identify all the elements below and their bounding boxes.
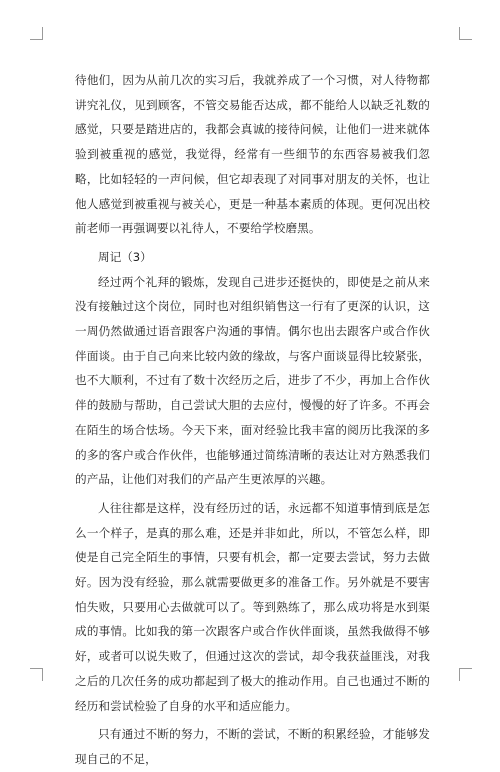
crop-mark-bottom-right xyxy=(459,668,472,681)
paragraph: 经过两个礼拜的锻炼，发现自己进步还挺快的，即使是之前从来没有接触过这个岗位，同时也对组织销售这一行有了更深的认识，这一周仍然做通过语音跟客户沟通的事情。偶尔也出去跟客户或合作伙伴面谈。由于自己向来比较内敛的缘故，与客户面谈显得比较紧张，也不大顺利，不过有了数十次经历之后，进步了不少，再加上合作伙伴的鼓励与帮助，自己尝试大胆的去应付，慢慢的好了许多。不再会在陌生的场合怯场。今天下来，面对经验比我丰富的阅历比我深的多的多的客户或合作伙伴，也能够通过简练清晰的表达让对方熟悉我们的产品，让他们对我们的产品产生更浓厚的兴趣。 xyxy=(75,274,430,487)
section-heading: 周记（3） xyxy=(98,249,152,264)
paragraph-continued: 待他们，因为从前几次的实习后，我就养成了一个习惯，对人待物都讲究礼仪，见到顾客，不管交易能否达成，都不能给人以缺乏礼数的感觉，只要是踏进店的，我都会真诚的接待问候，让他们一进来就体验到被重视的感觉，我觉得，经常有一些细节的东西容易被我们忽略，比如轻轻的一声问候，但它却表现了对同事对朋友的关怀，也让他人感觉到被重视与被关心，更是一种基本素质的体现。更何况出校前老师一再强调要以礼待人，不要给学校磨黑。 xyxy=(75,73,430,236)
paragraph: 人往往都是这样，没有经历过的话，永远都不知道事情到底是怎么一个样子，是真的那么难，还是并非如此，所以，不管怎么样，即使是自己完全陌生的事情，只要有机会，都一定要去尝试，努力去做好。因为没有经验，那么就需要做更多的准备工作。另外就是不要害怕失败，只要用心去做就可以了。等到熟练了，那么成功将是水到渠成的事情。比如我的第一次跟客户或合作伙伴面谈，虽然我做得不够好，或者可以说失败了，但通过这次的尝试，却令我获益匪浅，对我之后的几次任务的成功都起到了极大的推动作用。自己也通过不断的经历和尝试检验了自身的水平和适应能力。 xyxy=(75,500,430,713)
crop-mark-top-left xyxy=(30,27,43,40)
paragraph: 只有通过不断的努力，不断的尝试，不断的积累经验，才能够发现自己的不足， xyxy=(75,727,430,766)
crop-mark-top-right xyxy=(459,27,472,40)
crop-mark-bottom-left xyxy=(30,668,43,681)
document-body xyxy=(75,68,430,772)
